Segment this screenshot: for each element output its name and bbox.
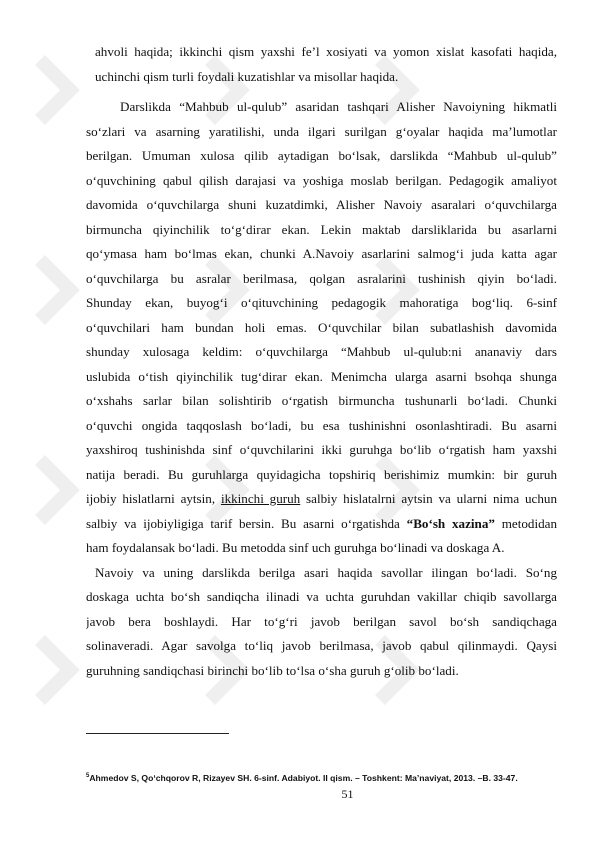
body-text-line: Navoiy va uning darslikda berilga asari haqida savollar ilingan bo‘ladi. So‘ng (95, 564, 557, 580)
body-text-line: qo‘ymasa ham bo‘lmas ekan, chunki A.Navoiy asarlarini salmog‘i juda katta agar (86, 246, 557, 261)
body-text-line: Shunday ekan, buyog‘i o‘qituvchining pedagogik mahoratiga bog‘liq. 6-sinf (86, 295, 557, 310)
body-text-line: uchinchi qism turli foydali kuzatishlar va misollar haqida. (95, 68, 399, 84)
footnote-marker: 5 (86, 773, 90, 779)
body-text-line: shunday xulosaga keldim: o‘quvchilarga “Mahbub ul-qulub:ni ananaviy dars (86, 344, 557, 359)
body-text-line: o‘quvchilari ham bundan holi emas. O‘quvchilar bilan subatlashish davomida (86, 319, 557, 335)
body-text-line: o‘quvchi ongida taqqoslash bo‘ladi, bu esa tushinishni osonlashtiradi. Bu asarni (86, 417, 557, 433)
body-text-line: birmuncha qiyinchilik to‘g‘dirar ekan. Lekin maktab darsliklarida bu asarlarni (86, 221, 557, 237)
body-text-line: o‘quvchining qabul qilish darajasi va yoshiga moslab berilgan. Pedagogik amaliyot (86, 172, 557, 188)
body-text-line: javob bera boshlaydi. Har to‘g‘ri javob berilgan savol bo‘sh sandiqchaga (86, 613, 557, 629)
body-text-line: guruhning sandiqchasi birinchi bo‘lib to‘lsa o‘sha guruh g‘olib bo‘ladi. (86, 662, 459, 678)
body-text-line: o‘xshahs sarlar bilan solishtirib o‘rgatish birmuncha tushunarli bo‘ladi. Chunki (86, 393, 557, 408)
body-text-line: ahvoli haqida; ikkinchi qism yaxshi fe’l xosiyati va yomon xislat kasofati haqida, (95, 44, 557, 59)
body-text-line (86, 487, 557, 512)
page-number: 51 (341, 787, 354, 801)
body-text-line: Darslikda “Mahbub ul-qulub” asaridan tashqari Alisher Navoiyning hikmatli (120, 99, 557, 114)
text-segment: salbiy hislatalrni aytsin va ularni nima uchun (300, 491, 557, 506)
body-text-line: solinaveradi. Agar savolga to‘liq javob berilmasa, javob qabul qilinmaydi. Qaysi (86, 638, 557, 653)
body-text-line: davomida o‘quvchilarga shuni kuzatdimki, Alisher Navoiy asaralari o‘quvchilarga (86, 197, 557, 212)
footnote-separator (86, 733, 229, 734)
method-name-bold: “Bo‘sh xazina” (406, 515, 495, 531)
body-text-line: berilgan. Umuman xulosa qilib aytadigan bo‘lsak, darslikda “Mahbub ul-qulub” (86, 148, 557, 163)
body-text-line: natija beradi. Bu guruhlarga quyidagicha topshiriq berishimiz mumkin: bir guruh (86, 466, 557, 482)
footnote-text: Ahmedov S, Qo‘chqorov R, Rizayev SH. 6-sinf. Adabiyot. II qism. – Toshkent: Ma’naviyat, 2013. –B. 33-47. (89, 772, 518, 783)
underlined-phrase: ikkinchi guruh (220, 491, 301, 506)
body-text-line: ham foydalansak bo‘ladi. Bu metodda sinf uch guruhga bo‘linadi va doskaga A. (86, 540, 505, 555)
body-text-line: yaxshiroq tushinishda sinf o‘quvchilarini ikki guruhga bo‘lib o‘rgatish ham yaxshi (86, 442, 557, 457)
footnote (86, 770, 566, 784)
body-text-line (86, 512, 557, 537)
text-segment: salbiy va ijobiyligiga tarif bersin. Bu asarni o‘rgatishda (86, 515, 407, 531)
body-text-line: so‘zlari va asarning yaratilishi, unda ilgari surilgan g‘oyalar haqida ma’lumotlar (86, 123, 557, 139)
text-segment: metodidan (494, 515, 557, 531)
body-text-line: doskaga uchta bo‘sh sandiqcha ilinadi va uchta guruhdan vakillar chiqib savollarga (86, 589, 557, 604)
body-text-line: o‘quvchilarga bu asralar berilmasa, qolgan asralarini tushinish qiyin bo‘ladi. (86, 270, 557, 286)
body-text-line: uslubida o‘tish qiyinchilik tug‘dirar ekan. Menimcha ularga asarni bsohqa shunga (86, 368, 557, 384)
text-segment: ijobiy hislatlarni aytsin, (86, 491, 221, 506)
